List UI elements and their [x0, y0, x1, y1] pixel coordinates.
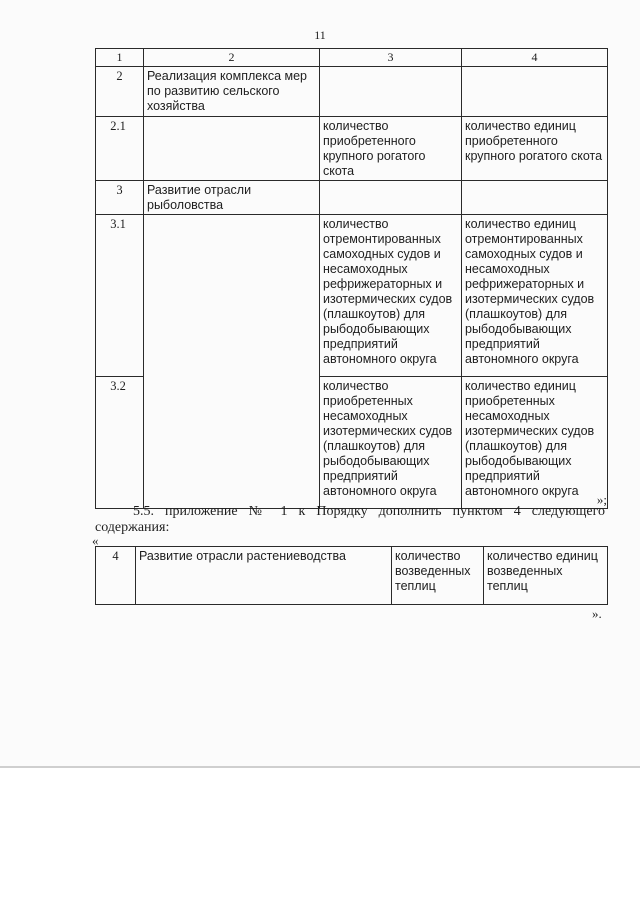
- indicators-table: [95, 48, 608, 509]
- empty-cell: [320, 67, 462, 117]
- row-number: 2.1: [96, 117, 144, 181]
- indicator-cell: количество возведенных теплиц: [392, 547, 484, 605]
- opening-quote: «: [92, 533, 99, 548]
- table-row: [96, 547, 608, 605]
- empty-cell: [144, 117, 320, 181]
- measure-name: Развитие отрасли растениеводства: [136, 547, 392, 605]
- closing-quote: »;: [596, 492, 607, 507]
- table-row: [96, 117, 608, 181]
- added-row-table: [95, 546, 608, 605]
- unit-cell: количество единиц приобретенного крупного рогатого скота: [462, 117, 608, 181]
- measure-name: Реализация комплекса мер по развитию сельского хозяйства: [144, 67, 320, 117]
- header-cell-3: 3: [320, 49, 462, 67]
- paragraph-line: 5.5. приложение № 1 к Порядку дополнить пунктом 4 следующего: [133, 504, 605, 519]
- header-cell-2: 2: [144, 49, 320, 67]
- table-row: [96, 181, 608, 215]
- empty-cell: [320, 181, 462, 215]
- final-quote: ».: [592, 606, 602, 621]
- header-cell-4: 4: [462, 49, 608, 67]
- row-number: 4: [96, 547, 136, 605]
- row-number: 3: [96, 181, 144, 215]
- amendment-paragraph: [95, 504, 605, 536]
- indicator-cell: количество приобретенного крупного рогатого скота: [320, 117, 462, 181]
- unit-cell: количество единиц приобретенных несамоходных изотермических судов (плашкоутов) для рыбодобывающих предприятий автономного округа: [462, 377, 608, 509]
- row-number: 3.2: [96, 377, 144, 509]
- empty-cell: [462, 181, 608, 215]
- table-row: [96, 67, 608, 117]
- indicator-cell: количество приобретенных несамоходных изотермических судов (плашкоутов) для рыбодобывающих предприятий автономного округа: [320, 377, 462, 509]
- row-number: 3.1: [96, 215, 144, 377]
- indicator-cell: количество отремонтированных самоходных судов и несамоходных рефрижераторных и изотермических судов (плашкоутов) для рыбодобывающих предприятий автономного округа: [320, 215, 462, 377]
- page-number: 11: [314, 28, 326, 42]
- header-cell-1: 1: [96, 49, 144, 67]
- unit-cell: количество единиц отремонтированных самоходных судов и несамоходных рефрижераторных и изотермических судов (плашкоутов) для рыбодобывающих предприятий автономного округа: [462, 215, 608, 377]
- empty-cell: [462, 67, 608, 117]
- unit-cell: количество единиц возведенных теплиц: [484, 547, 608, 605]
- paragraph-line: содержания:: [95, 520, 170, 535]
- measure-name: Развитие отрасли рыболовства: [144, 181, 320, 215]
- row-number: 2: [96, 67, 144, 117]
- empty-cell: [144, 215, 320, 509]
- table-row: [96, 215, 608, 377]
- table-header-row: [96, 49, 608, 67]
